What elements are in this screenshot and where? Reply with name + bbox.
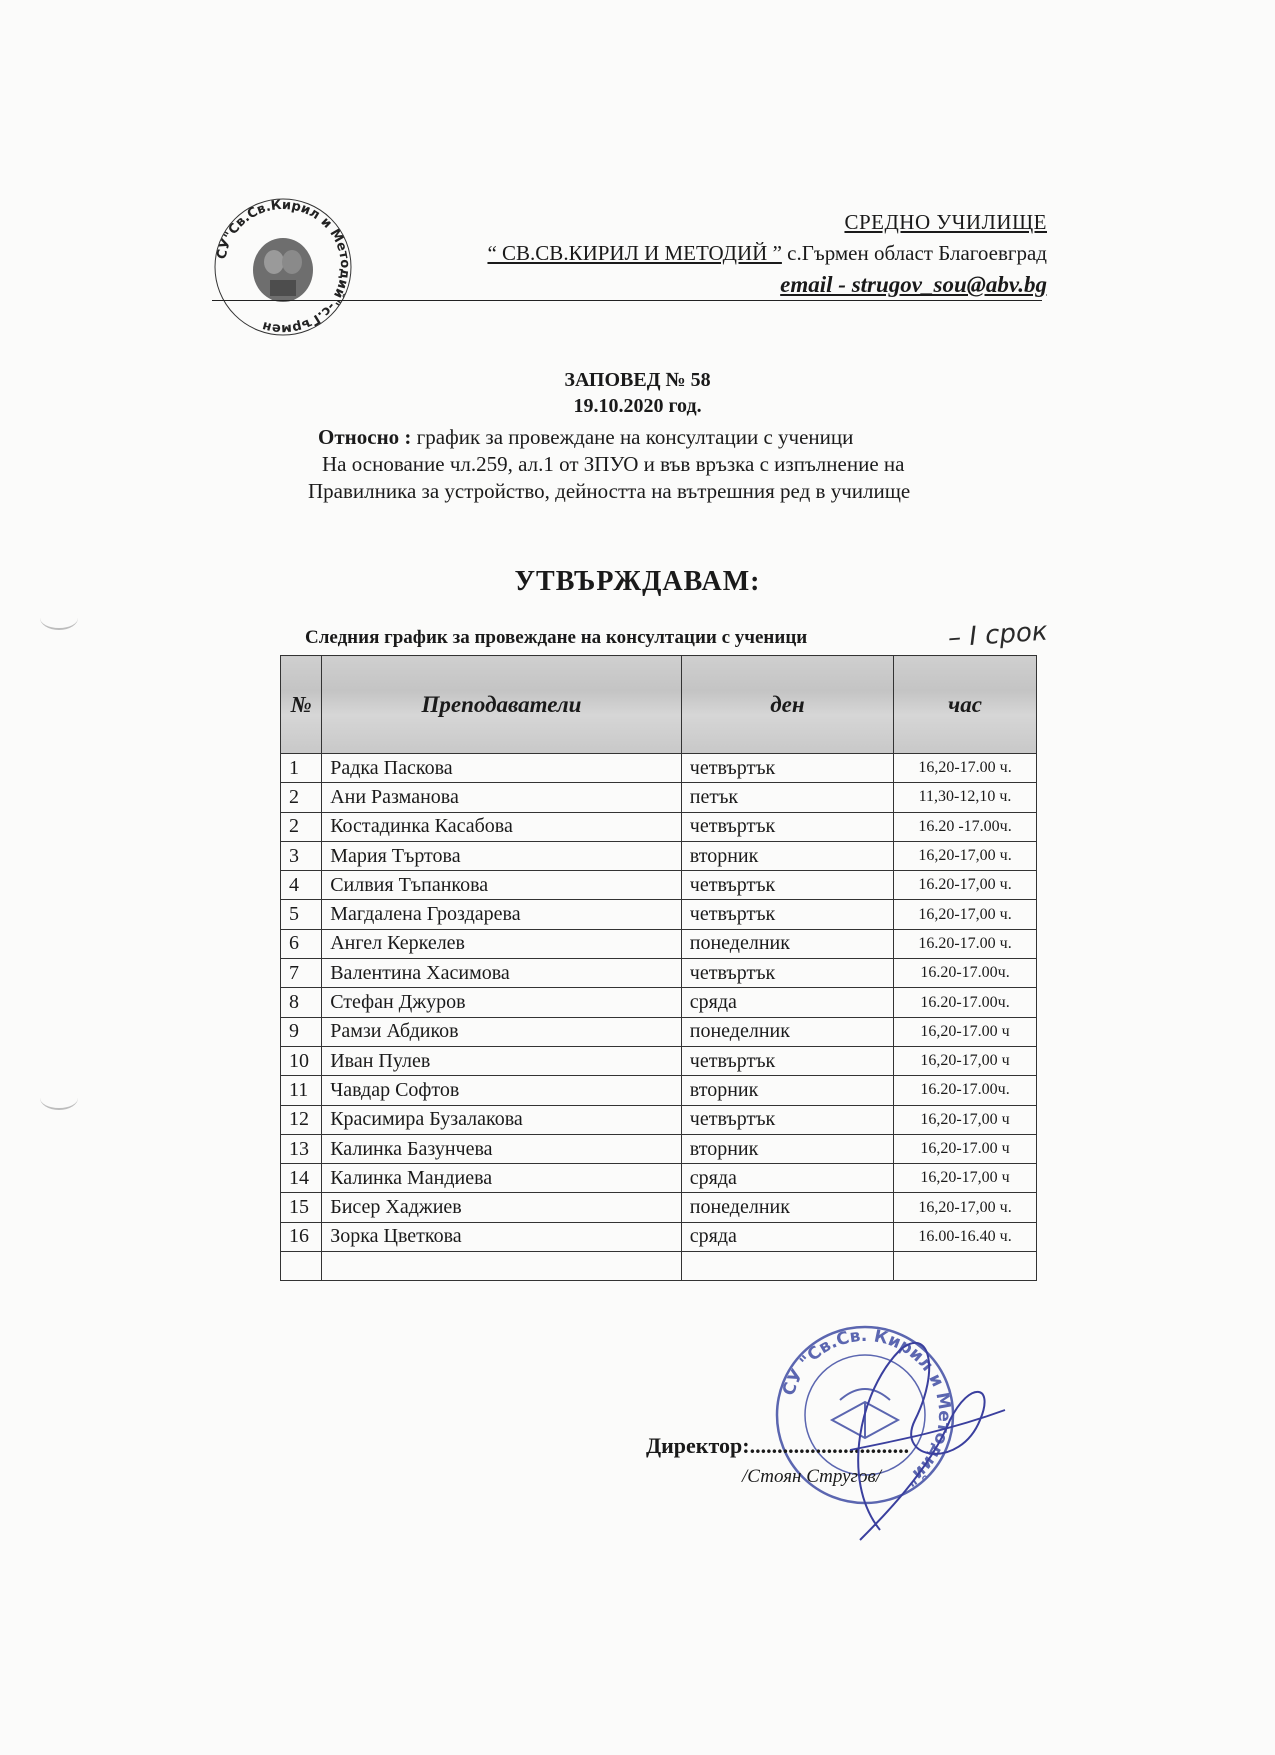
cell-time: 11,30-12,10 ч. (894, 783, 1037, 812)
cell-number: 2 (281, 812, 322, 841)
cell-day (681, 1252, 893, 1281)
cell-teacher-name: Зорка Цветкова (322, 1222, 682, 1251)
cell-teacher-name: Иван Пулев (322, 1046, 682, 1075)
cell-teacher-name: Костадинка Касабова (322, 812, 682, 841)
table-body (281, 754, 1037, 1281)
cell-teacher-name: Валентина Хасимова (322, 959, 682, 988)
cell-teacher-name: Радка Паскова (322, 754, 682, 783)
cell-day: вторник (681, 841, 893, 870)
cell-day: четвъртък (681, 900, 893, 929)
order-regarding (318, 425, 853, 450)
cell-teacher-name: Магдалена Гроздарева (322, 900, 682, 929)
consultation-schedule-table (280, 655, 1037, 1281)
order-basis-line-2: Правилника за устройство, дейността на вътрешния ред в училище (308, 479, 911, 503)
svg-text:СУ"Св.Св.Кирил и Методий"-с.Гъ: СУ"Св.Св.Кирил и Методий"-с.Гърмен (214, 197, 353, 337)
cell-number: 9 (281, 1017, 322, 1046)
cell-day: вторник (681, 1134, 893, 1163)
cell-teacher-name: Ани Разманова (322, 783, 682, 812)
cell-teacher-name: Рамзи Абдиков (322, 1017, 682, 1046)
cell-day: понеделник (681, 1017, 893, 1046)
svg-text:СУ "Св.Св. Кирил и Методий": СУ "Св.Св. Кирил и Методий" (778, 1325, 955, 1491)
cell-day: понеделник (681, 1193, 893, 1222)
cell-day: четвъртък (681, 1046, 893, 1075)
punch-hole (40, 1086, 78, 1110)
table-row (281, 1164, 1037, 1193)
table-row (281, 783, 1037, 812)
cell-number: 11 (281, 1076, 322, 1105)
regarding-label: Относно : (318, 425, 412, 449)
cell-number: 5 (281, 900, 322, 929)
cell-teacher-name: Калинка Базунчева (322, 1134, 682, 1163)
cell-time: 16,20-17,00 ч (894, 1164, 1037, 1193)
cell-number: 15 (281, 1193, 322, 1222)
director-name: /Стоян Стругов/ (742, 1466, 881, 1487)
school-email: email - strugov_sou@abv.bg (780, 272, 1047, 297)
cell-time: 16,20-17,00 ч. (894, 841, 1037, 870)
cell-teacher-name: Ангел Керкелев (322, 929, 682, 958)
cell-teacher-name: Чавдар Софтов (322, 1076, 682, 1105)
cell-time: 16,20-17,00 ч (894, 1046, 1037, 1075)
school-location: с.Гърмен област Благоевград (787, 241, 1047, 265)
table-row (281, 959, 1037, 988)
cell-teacher-name: Стефан Джуров (322, 988, 682, 1017)
cell-number: 14 (281, 1164, 322, 1193)
cell-teacher-name: Мария Търтова (322, 841, 682, 870)
cell-number: 8 (281, 988, 322, 1017)
cell-day: четвъртък (681, 871, 893, 900)
school-type: СРЕДНО УЧИЛИЩЕ (844, 210, 1047, 234)
cell-teacher-name: Силвия Тъпанкова (322, 871, 682, 900)
director-handwritten-signature (820, 1330, 1010, 1550)
cell-time: 16.20-17.00ч. (894, 988, 1037, 1017)
school-logo-seal (212, 196, 354, 338)
table-row (281, 988, 1037, 1017)
table-row (281, 900, 1037, 929)
regarding-text: график за провеждане на консултации с ученици (416, 425, 854, 449)
cell-time: 16,20-17,00 ч (894, 1105, 1037, 1134)
table-row (281, 871, 1037, 900)
cell-number: 3 (281, 841, 322, 870)
cell-time: 16,20-17,00 ч. (894, 900, 1037, 929)
header-time: час (894, 656, 1037, 754)
cell-number: 16 (281, 1222, 322, 1251)
cell-number: 4 (281, 871, 322, 900)
table-row (281, 754, 1037, 783)
handwritten-term-note: – I срок (947, 616, 1049, 654)
table-header-row (281, 656, 1037, 754)
cell-time: 16,20-17,00 ч. (894, 1193, 1037, 1222)
cell-time: 16.20-17.00ч. (894, 1076, 1037, 1105)
cell-teacher-name: Красимира Бузалакова (322, 1105, 682, 1134)
cell-time: 16,20-17.00 ч (894, 1134, 1037, 1163)
cell-number: 13 (281, 1134, 322, 1163)
order-date: 19.10.2020 год. (573, 395, 702, 417)
cell-teacher-name: Бисер Хаджиев (322, 1193, 682, 1222)
cell-number: 10 (281, 1046, 322, 1075)
cell-day: сряда (681, 1222, 893, 1251)
table-row (281, 1222, 1037, 1251)
cell-time: 16.00-16.40 ч. (894, 1222, 1037, 1251)
cell-day: четвъртък (681, 1105, 893, 1134)
cell-teacher-name: Калинка Мандиева (322, 1164, 682, 1193)
cell-number (281, 1252, 322, 1281)
table-row (281, 1193, 1037, 1222)
order-title: ЗАПОВЕД № 58 (564, 369, 711, 391)
table-row (281, 1105, 1037, 1134)
cell-number: 6 (281, 929, 322, 958)
cell-time: 16.20 -17.00ч. (894, 812, 1037, 841)
cell-day: четвъртък (681, 812, 893, 841)
table-caption: Следния график за провеждане на консултации с ученици (305, 627, 808, 648)
cell-time: 16.20-17.00ч. (894, 959, 1037, 988)
table-row (281, 1046, 1037, 1075)
cell-number: 12 (281, 1105, 322, 1134)
cell-teacher-name (322, 1252, 682, 1281)
cell-day: сряда (681, 1164, 893, 1193)
school-name-line (487, 241, 1047, 266)
table-row (281, 1252, 1037, 1281)
cell-number: 1 (281, 754, 322, 783)
approve-heading: УТВЪРЖДАВАМ: (514, 566, 761, 597)
cell-time (894, 1252, 1037, 1281)
cell-day: сряда (681, 988, 893, 1017)
cell-number: 7 (281, 959, 322, 988)
cell-number: 2 (281, 783, 322, 812)
cell-time: 16,20-17.00 ч. (894, 754, 1037, 783)
header-divider (212, 300, 1042, 301)
table-row (281, 841, 1037, 870)
cell-time: 16,20-17.00 ч (894, 1017, 1037, 1046)
table-row (281, 812, 1037, 841)
cell-day: понеделник (681, 929, 893, 958)
punch-hole (40, 606, 78, 630)
cell-day: четвъртък (681, 959, 893, 988)
cell-day: четвъртък (681, 754, 893, 783)
cell-time: 16.20-17.00 ч. (894, 929, 1037, 958)
school-name: “ СВ.СВ.КИРИЛ И МЕТОДИЙ ” (487, 241, 782, 265)
table-row (281, 1134, 1037, 1163)
table-row (281, 929, 1037, 958)
table-row (281, 1076, 1037, 1105)
header-number: № (281, 656, 322, 754)
header-teachers: Преподаватели (322, 656, 682, 754)
director-signature-line: Директор:............................. (646, 1433, 910, 1458)
table-row (281, 1017, 1037, 1046)
order-basis-line-1: На основание чл.259, ал.1 от ЗПУО и във връзка с изпълнение на (322, 452, 905, 476)
header-day: ден (681, 656, 893, 754)
cell-time: 16.20-17,00 ч. (894, 871, 1037, 900)
cell-day: вторник (681, 1076, 893, 1105)
cell-day: петък (681, 783, 893, 812)
